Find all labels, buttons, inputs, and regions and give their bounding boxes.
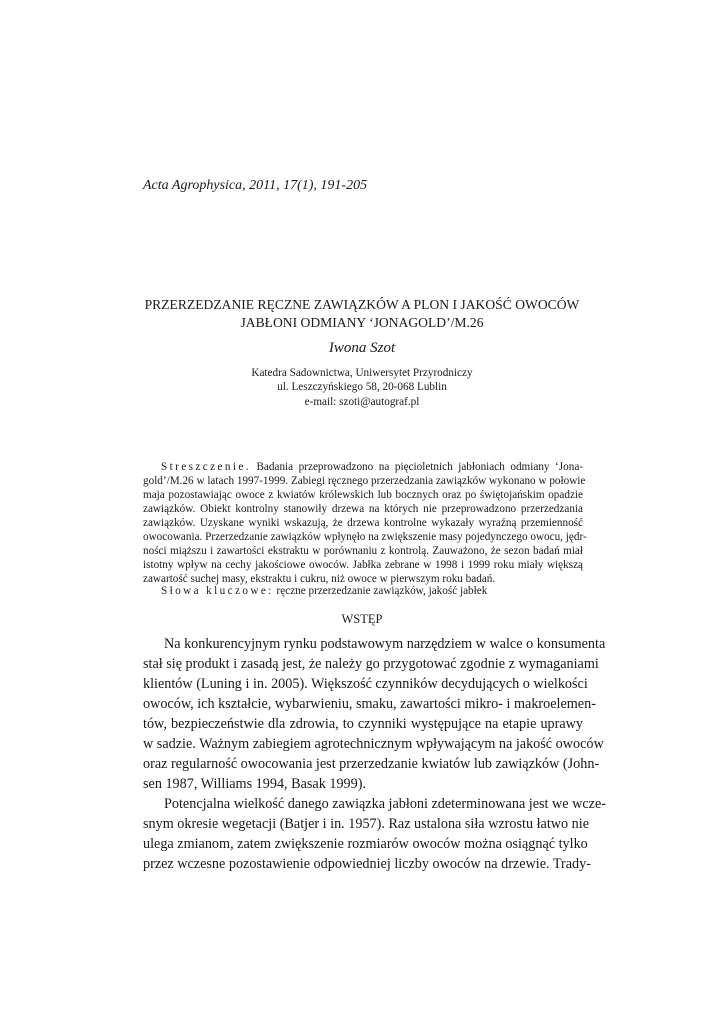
body-line: Na konkurencyjnym rynku podstawowym narzędziem w walce o konsumenta [164, 636, 606, 652]
abstract-text: Badania przeprowadzono na pięcioletnich jabłoniach odmiany ‘Jona- [256, 461, 584, 473]
affiliation-line-3: e-mail: szoti@autograf.pl [304, 396, 420, 408]
author-name: Iwona Szot [328, 340, 396, 356]
body-line: oraz regularność owocowania jest przerzedzanie kwiatów lub zawiązków (John- [143, 756, 600, 772]
journal-citation: Acta Agrophysica, 2011, 17(1), 191-205 [143, 178, 368, 193]
body-line: w sadzie. Ważnym zabiegiem agrotechnicznym wpływającym na jakość owoców [143, 736, 604, 752]
affiliation-line-1: Katedra Sadownictwa, Uniwersytet Przyrodniczy [251, 367, 473, 379]
body-line: przez wczesne pozostawienie odpowiedniej liczby owoców na drzewie. Trady- [143, 856, 591, 872]
abstract-line [143, 460, 583, 474]
abstract-line: owocowania. Przerzedzanie zawiązków wpłynęło na zwiększenie masy pojedynczego owocu, jędr- [143, 531, 587, 543]
keywords-text: ręczne przerzedzanie zawiązków, jakość jabłek [276, 585, 488, 597]
body-line: stał się produkt i zasadą jest, że należy go przygotować zgodnie z wymaganiami [143, 656, 599, 672]
body-line: snym okresie wegetacji (Batjer i in. 1957). Raz ustalona siła wzrostu łatwo nie [143, 816, 589, 832]
abstract-line: gold’/M.26 w latach 1997-1999. Zabiegi ręcznego przerzedzania zawiązków wykonano w połowie [143, 475, 586, 487]
body-line: klientów (Luning i in. 2005). Większość czynników decydujących o wielkości [143, 676, 588, 692]
section-heading: WSTĘP [341, 612, 383, 626]
abstract-line: zawiązków. Uzyskane wyniki wskazują, że drzewa kontrolne wykazały wyraźną przemienność [143, 517, 583, 529]
affiliation-line-2: ul. Leszczyńskiego 58, 20-068 Lublin [277, 381, 447, 393]
article-title-line-2: JABŁONI ODMIANY ‘JONAGOLD’/M.26 [240, 315, 484, 330]
abstract-line: zawartość suchej masy, ekstraktu i cukru, niż owoce w pierwszym roku badań. [143, 573, 496, 585]
abstract-line: ności miąższu i zawartości ekstraktu w porównaniu z kontrolą. Zauważono, że sezon badań miał [143, 545, 583, 557]
abstract-line: istotny wpływ na cechy jakościowe owoców. Jabłka zebrane w 1998 i 1999 roku miały większą [143, 559, 583, 571]
keywords-line [143, 584, 583, 598]
body-line: Potencjalna wielkość danego zawiązka jabłoni zdeterminowana jest we wcze- [164, 796, 606, 812]
body-line: tów, bezpieczeństwie dla zdrowia, to czynniki występujące na etapie uprawy [143, 716, 583, 732]
body-line: ulega zmianom, zatem zwiększenie rozmiarów owoców można osiągnąć tylko [143, 836, 588, 852]
abstract-line: maja pozostawiając owoce z kwiatów królewskich lub bocznych oraz po świętojańskim opadzie [143, 489, 583, 501]
body-line: owoców, ich kształcie, wybarwieniu, smaku, zawartości mikro- i makroelemen- [143, 696, 596, 712]
abstract-label: Streszczenie. [161, 461, 251, 473]
abstract-line: zawiązków. Obiekt kontrolny stanowiły drzewa na których nie przeprowadzono przerzedzania [143, 503, 583, 515]
keywords-label: Słowa kluczowe: [161, 585, 274, 597]
body-line: sen 1987, Williams 1994, Basak 1999). [143, 776, 366, 792]
article-title-line-1: PRZERZEDZANIE RĘCZNE ZAWIĄZKÓW A PLON I JAKOŚĆ OWOCÓW [144, 297, 580, 312]
